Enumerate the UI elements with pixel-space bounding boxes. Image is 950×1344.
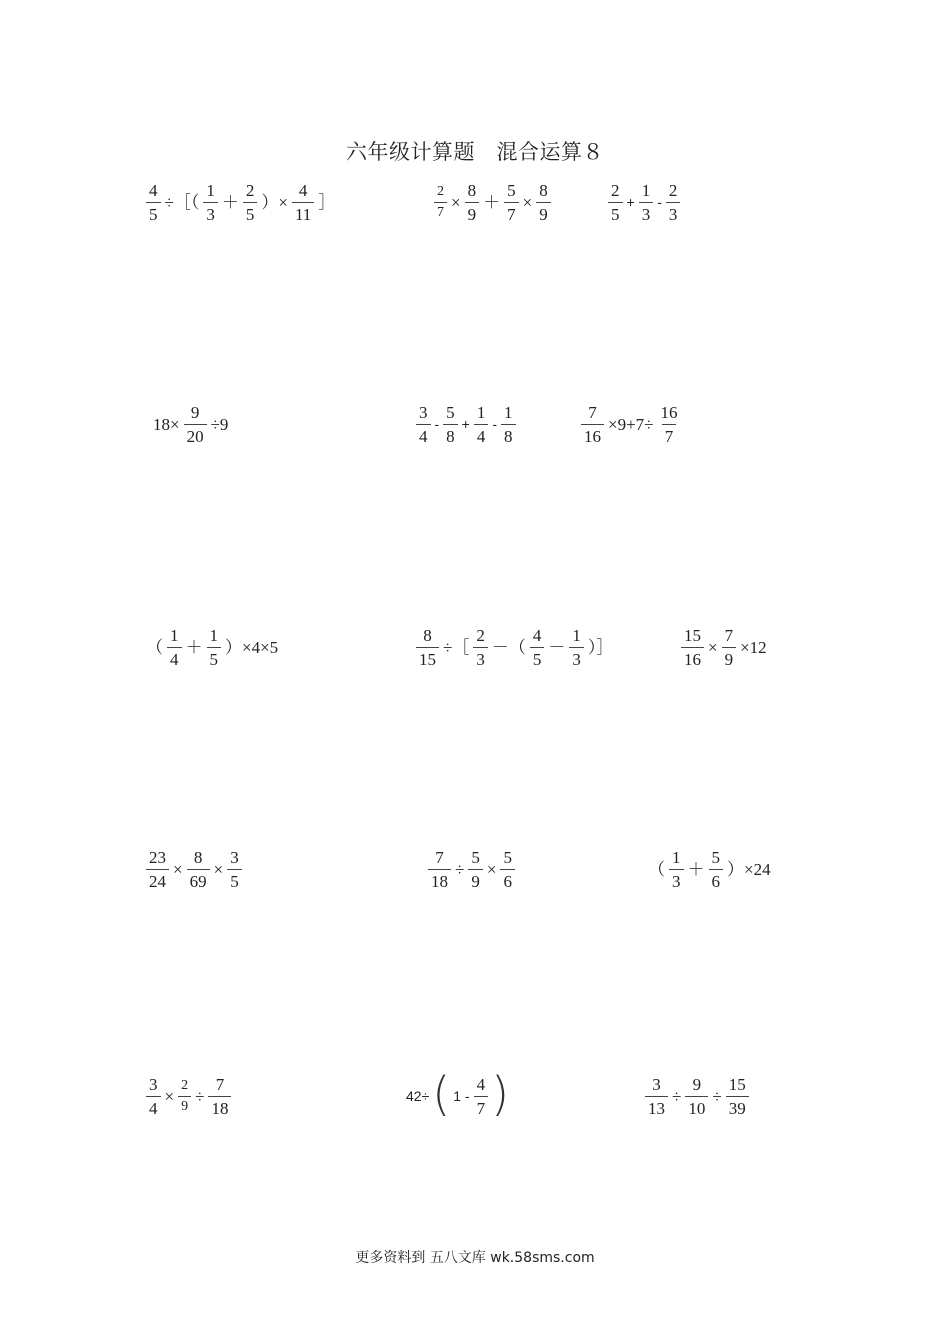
operator: ÷［ bbox=[443, 637, 470, 657]
fraction: $\frac{8}{9}$ bbox=[536, 182, 551, 223]
operator: 42÷ bbox=[406, 1088, 430, 1104]
operator: ＋ bbox=[687, 859, 705, 879]
operator: × bbox=[173, 859, 183, 879]
fraction: $\frac{16}{7}$ bbox=[660, 402, 678, 446]
fraction: $\frac{15}{16}$ bbox=[681, 627, 704, 668]
operator: - bbox=[492, 416, 498, 432]
problem-4 bbox=[151, 396, 230, 452]
operator: + bbox=[461, 416, 470, 432]
fraction: $\frac{23}{24}$ bbox=[146, 849, 169, 890]
problem-9 bbox=[679, 619, 769, 675]
fraction: $\frac{2}{5}$ bbox=[608, 182, 623, 223]
operator: ×12 bbox=[740, 637, 767, 657]
fraction: $\frac{2}{7}$ bbox=[434, 185, 447, 220]
operator: ÷ bbox=[195, 1086, 205, 1106]
fraction: $\frac{5}{9}$ bbox=[468, 849, 483, 890]
operator: （ bbox=[648, 859, 665, 879]
fraction: $\frac{7}{16}$ bbox=[581, 404, 604, 445]
fraction: $\frac{1}{5}$ bbox=[207, 627, 222, 668]
operator: （ bbox=[146, 637, 163, 657]
operator: ）］ bbox=[587, 637, 614, 657]
fraction: $\frac{8}{9}$ bbox=[465, 182, 480, 223]
footer-text: 更多资料到 五八文库 wk.58sms.com bbox=[355, 1250, 595, 1266]
problem-2 bbox=[432, 174, 553, 230]
fraction: $\frac{1}{4}$ bbox=[167, 627, 182, 668]
operator: ）× bbox=[261, 192, 288, 212]
problem-13 bbox=[144, 1068, 233, 1124]
problem-12 bbox=[646, 841, 773, 897]
operator: ＋ bbox=[185, 637, 203, 657]
fraction: $\frac{2}{3}$ bbox=[473, 627, 488, 668]
operator: + bbox=[626, 194, 635, 210]
fraction: $\frac{2}{3}$ bbox=[666, 182, 681, 223]
operator: ）×4×5 bbox=[225, 637, 279, 657]
problem-3 bbox=[606, 174, 682, 230]
operator: × bbox=[486, 859, 497, 879]
problem-10 bbox=[144, 841, 244, 897]
operator: ÷9 bbox=[210, 414, 229, 434]
fraction: $\frac{3}{4}$ bbox=[146, 1076, 161, 1117]
problem-14 bbox=[404, 1068, 510, 1124]
fraction: $\frac{2}{5}$ bbox=[243, 182, 258, 223]
fraction: $\frac{1}{8}$ bbox=[501, 404, 516, 445]
fraction: $\frac{4}{5}$ bbox=[530, 627, 545, 668]
fraction: $\frac{2}{9}$ bbox=[178, 1079, 191, 1114]
operator: - bbox=[434, 416, 440, 432]
fraction: $\frac{5}{6}$ bbox=[500, 849, 515, 890]
page-title: 六年级计算题 混合运算８ bbox=[346, 140, 604, 164]
operator: ×9+7÷ bbox=[608, 414, 654, 434]
problem-8 bbox=[414, 619, 615, 675]
operator: 18× bbox=[153, 414, 180, 434]
operator: × bbox=[213, 859, 224, 879]
right-paren: ) bbox=[491, 1067, 510, 1121]
fraction: $\frac{7}{9}$ bbox=[722, 627, 737, 668]
problem-6 bbox=[579, 396, 683, 452]
fraction: $\frac{3}{13}$ bbox=[645, 1076, 668, 1117]
fraction: $\frac{1}{3}$ bbox=[203, 182, 218, 223]
fraction: $\frac{4}{5}$ bbox=[146, 182, 161, 223]
fraction: $\frac{3}{4}$ bbox=[416, 404, 431, 445]
fraction: $\frac{1}{3}$ bbox=[639, 182, 654, 223]
operator: ＋ bbox=[221, 192, 239, 212]
fraction: $\frac{8}{69}$ bbox=[187, 849, 210, 890]
fraction: $\frac{9}{10}$ bbox=[685, 1076, 708, 1117]
operator: × bbox=[451, 192, 461, 212]
left-paren: ( bbox=[432, 1067, 451, 1121]
fraction: $\frac{3}{5}$ bbox=[227, 849, 242, 890]
operator: －（ bbox=[491, 637, 526, 657]
fraction: $\frac{1}{4}$ bbox=[474, 404, 489, 445]
operator: ÷ bbox=[455, 859, 465, 879]
fraction: $\frac{7}{18}$ bbox=[208, 1076, 231, 1117]
operator: ）×24 bbox=[727, 859, 771, 879]
problem-5 bbox=[414, 396, 518, 452]
fraction: $\frac{4}{7}$ bbox=[474, 1076, 489, 1117]
fraction: $\frac{15}{39}$ bbox=[726, 1076, 749, 1117]
fraction: $\frac{5}{8}$ bbox=[443, 404, 458, 445]
operator: ÷ bbox=[672, 1086, 682, 1106]
problem-15 bbox=[643, 1068, 751, 1124]
operator: - bbox=[657, 194, 662, 210]
problem-1 bbox=[144, 174, 337, 230]
problem-7 bbox=[144, 619, 280, 675]
fraction: $\frac{8}{15}$ bbox=[416, 627, 439, 668]
fraction: $\frac{1}{3}$ bbox=[569, 627, 584, 668]
operator: ＋ bbox=[483, 192, 501, 212]
fraction: $\frac{9}{20}$ bbox=[184, 404, 207, 445]
operator: 1 - bbox=[453, 1088, 470, 1104]
fraction: $\frac{7}{18}$ bbox=[428, 849, 451, 890]
fraction: $\frac{1}{3}$ bbox=[669, 849, 684, 890]
fraction: $\frac{5}{7}$ bbox=[504, 182, 519, 223]
fraction: $\frac{5}{6}$ bbox=[709, 849, 724, 890]
operator: ÷ bbox=[712, 1086, 722, 1106]
operator: × bbox=[522, 192, 533, 212]
operator: ］ bbox=[318, 192, 336, 212]
fraction: $\frac{4}{11}$ bbox=[292, 182, 314, 223]
operator: － bbox=[548, 637, 566, 657]
operator: × bbox=[164, 1086, 175, 1106]
operator: × bbox=[708, 637, 718, 657]
operator: ÷［（ bbox=[164, 192, 200, 212]
problem-11 bbox=[426, 841, 517, 897]
